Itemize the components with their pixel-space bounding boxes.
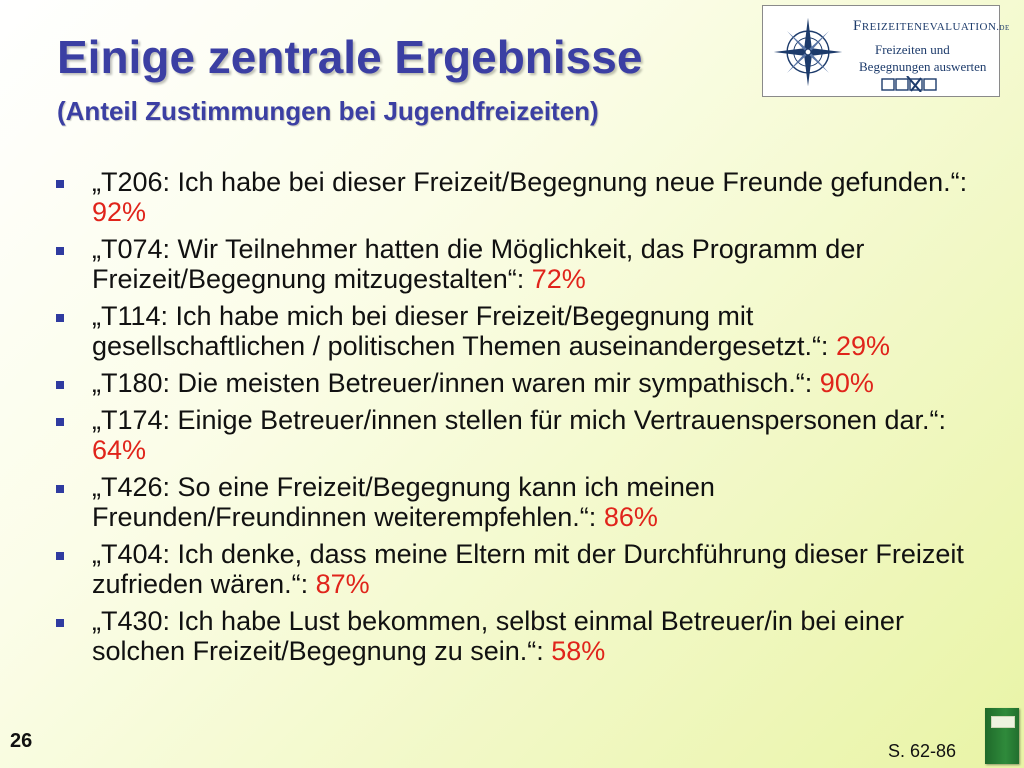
item-text: „T074: Wir Teilnehmer hatten die Möglichkeit, das Programm der Freizeit/Begegnung mitzugestalten“: [92,234,865,294]
bullet-icon [56,180,64,188]
item-text: „T174: Einige Betreuer/innen stellen für mich Vertrauenspersonen dar.“: [92,405,946,435]
list-item [52,301,972,361]
logo-brand-name: Freizeitenevaluation [853,18,997,34]
slide-title: Einige zentrale Ergebnisse [57,31,643,83]
list-item [52,539,972,599]
item-text: „T426: So eine Freizeit/Begegnung kann ich meinen Freunden/Freundinnen weiterempfehlen.“: [92,472,715,532]
bullet-icon [56,619,64,627]
list-item [52,405,972,465]
bullet-icon [56,552,64,560]
results-list [52,167,972,673]
checkbox-icon [881,76,943,92]
item-percent: 92% [92,197,147,227]
item-percent: 64% [92,435,147,465]
item-percent: 87% [315,569,370,599]
item-percent: 72% [531,264,586,294]
item-text: „T206: Ich habe bei dieser Freizeit/Begegnung neue Freunde gefunden.“: [92,167,968,197]
page-reference: S. 62-86 [888,741,957,761]
logo-tagline-1: Freizeiten und [875,42,950,57]
bullet-icon [56,247,64,255]
list-item [52,234,972,294]
compass-icon [769,14,847,90]
logo-tagline-2: Begegnungen auswerten [859,59,987,74]
book-cover-icon [985,708,1019,764]
list-item [52,167,972,227]
slide-subtitle: (Anteil Zustimmungen bei Jugendfreizeiten) [57,96,599,126]
item-text: „T430: Ich habe Lust bekommen, selbst einmal Betreuer/in bei einer solchen Freizeit/Begegnung zu sein.“: [92,606,904,666]
bullet-icon [56,418,64,426]
item-percent: 90% [819,368,874,398]
item-text: „T114: Ich habe mich bei dieser Freizeit/Begegnung mit gesellschaftlichen / politischen Themen auseinandergesetzt.“: [92,301,836,361]
item-percent: 58% [551,636,606,666]
item-percent: 86% [603,502,658,532]
freizeitenevaluation-logo [762,5,1010,97]
list-item [52,472,972,532]
page-number: 26 [10,730,33,752]
bullet-icon [56,381,64,389]
logo-brand-suffix: .de [996,22,1010,33]
bullet-icon [56,485,64,493]
list-item [52,368,972,398]
item-text: „T404: Ich denke, dass meine Eltern mit der Durchführung dieser Freizeit zufrieden wären.“: [92,539,964,599]
list-item [52,606,972,666]
item-text: „T180: Die meisten Betreuer/innen waren mir sympathisch.“: [92,368,820,398]
item-percent: 29% [835,331,890,361]
bullet-icon [56,314,64,322]
logo-brand [853,18,1010,35]
book-label [991,716,1015,728]
